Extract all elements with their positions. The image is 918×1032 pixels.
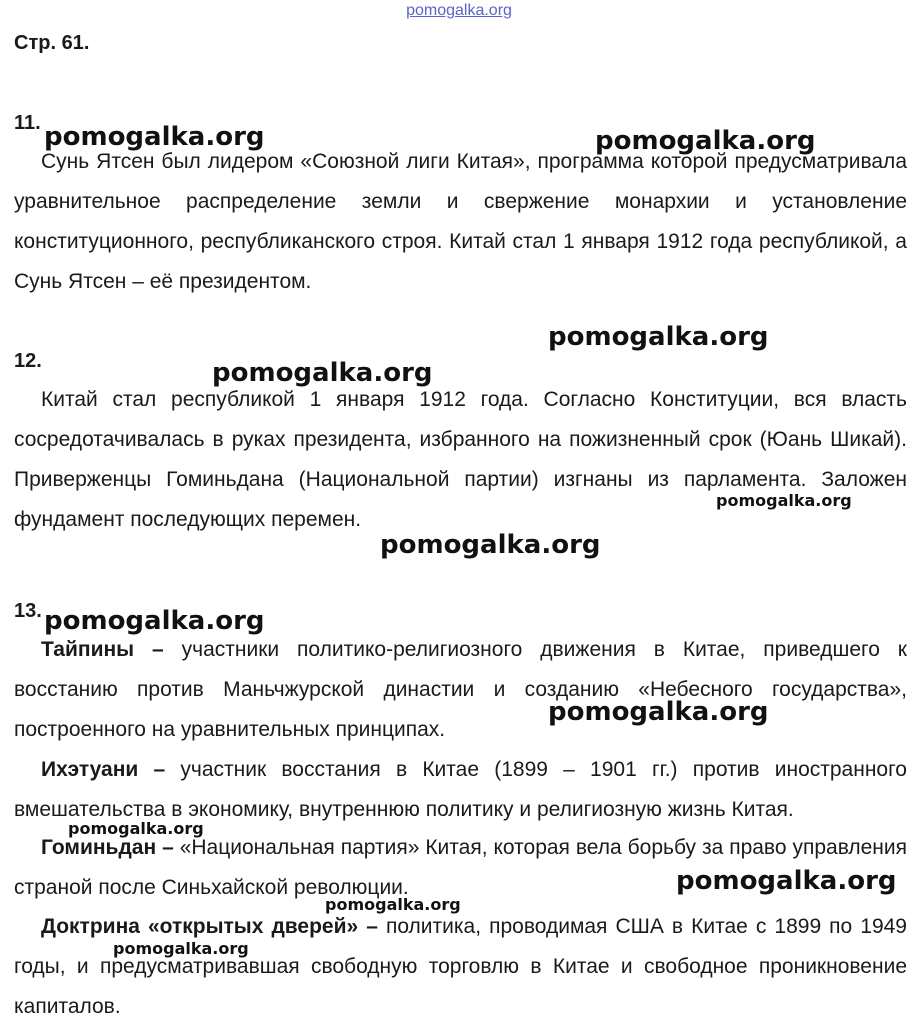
definition-ihetuani: [14, 750, 907, 830]
top-watermark-link[interactable]: pomogalka.org: [406, 2, 512, 19]
question-11-answer: Сунь Ятсен был лидером «Союзной лиги Китая», программа которой предусматривала уравнительное распределение земли и свержение монархии и установление конституционного, республиканского строя. Китай стал 1 января 1912 года республикой, а Сунь Ятсен – её президентом.: [14, 150, 907, 293]
question-13-number: 13.: [14, 600, 42, 622]
watermark: pomogalka.org: [595, 126, 816, 156]
watermark: pomogalka.org: [113, 939, 249, 958]
watermark: pomogalka.org: [548, 697, 769, 727]
definition-text: участники политико-религиозного движения в Китае, приведшего к восстанию против Маньчжурской династии и созданию «Небесного государства», построенного на уравнительных принципах.: [14, 638, 907, 741]
watermark: pomogalka.org: [548, 322, 769, 352]
definition-taipings: [14, 630, 907, 750]
definition-text: политика, проводимая США в Китае с 1899 по 1949 годы, и предусматривавшая свободную торговлю в Китае и свободное проникновение капиталов.: [14, 915, 907, 1018]
term-open-door: Доктрина «открытых дверей» –: [41, 915, 378, 938]
definition-text: «Национальная партия» Китая, которая вела борьбу за право управления страной после Синьхайской революции.: [14, 836, 908, 899]
question-12-number: 12.: [14, 350, 42, 372]
watermark: pomogalka.org: [212, 358, 433, 388]
question-11-number: 11.: [14, 112, 41, 134]
term-gomindan: Гоминьдан –: [41, 836, 174, 859]
definition-text: участник восстания в Китае (1899 – 1901 гг.) против иностранного вмешательства в экономику, внутреннюю политику и религиозную жизнь Китая.: [14, 758, 907, 821]
watermark: pomogalka.org: [68, 819, 204, 838]
watermark: pomogalka.org: [716, 491, 852, 510]
watermark: pomogalka.org: [380, 530, 601, 560]
definition-open-door: [14, 907, 907, 1027]
question-12-answer: Китай стал республикой 1 января 1912 года. Согласно Конституции, вся власть сосредотачивалась в руках президента, избранного на пожизненный срок (Юань Шикай). Приверженцы Гоминьдана (Национальной партии) изгнаны из парламента. Заложен фундамент последующих перемен.: [14, 388, 907, 531]
watermark: pomogalka.org: [325, 895, 461, 914]
definition-gomindan: [14, 828, 907, 908]
watermark: pomogalka.org: [676, 866, 897, 896]
page-label: Стр. 61.: [14, 32, 90, 54]
term-taipings: Тайпины –: [41, 638, 164, 661]
watermark: pomogalka.org: [44, 122, 265, 152]
watermark: pomogalka.org: [44, 606, 265, 636]
term-ihetuani: Ихэтуани –: [41, 758, 166, 781]
